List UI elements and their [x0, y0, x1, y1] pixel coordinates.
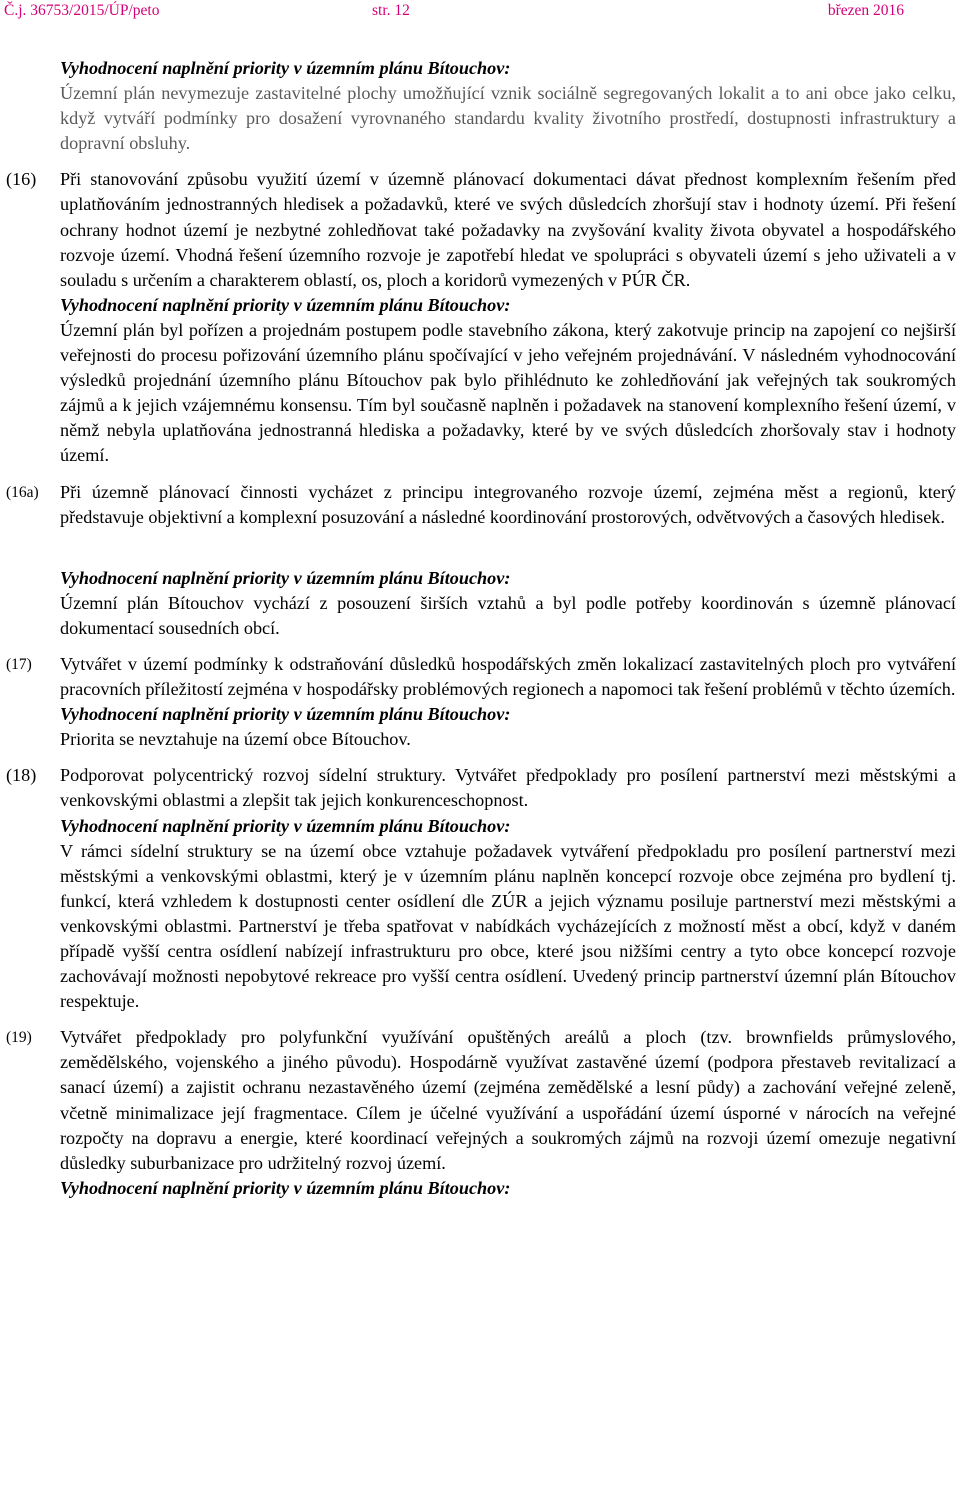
document-reference: Č.j. 36753/2015/ÚP/peto [4, 2, 160, 19]
evaluation-text: Územní plán nevymezuje zastavitelné plochy umožňující vznik sociálně segregovaných lokalit a to ani obce jako celku, když vytváří podmínky pro dosažení vyrovnaného standardu kvality životního prostředí, dostupnosti infrastruktury a dopravní obsluhy. [60, 83, 956, 154]
document-body [0, 56, 960, 1201]
document-date: březen 2016 [827, 2, 904, 19]
page-number: str. 12 [372, 2, 410, 19]
evaluation-text: Územní plán byl pořízen a projednám postupem podle stavebního zákona, který zakotvuje princip na zapojení co nejširší veřejnosti do procesu pořizování územního plánu spočívající v jeho veřejném projednávání. V následném vyhodnocování výsledků projednání územního plánu Bítouchov pak bylo přihlédnuto ke zohledňování jak veřejných tak soukromých zájmů a k jejich vzájemnému konsensu. Tím byl současně naplněn i požadavek na stanovení komplexního řešení území, v němž nebyla uplatňována jednostranná hlediska a požadavky, které by ve svých důsledcích zhoršovaly stav i hodnoty území. [60, 319, 956, 466]
evaluation-text: V rámci sídelní struktury se na území obce vztahuje požadavek vytváření předpokladu pro posílení partnerství mezi městskými a venkovskými oblastmi, který je v územním plánu naplněn koncepcí rozvoje obce zejména pro bydlení tj. funkcí, která vzhledem k dostupnosti center osídlení dle ZÚR a jejich významu posiluje partnerství mezi městskými a venkovskými oblastmi. Partnerství je třeba spatřovat v nabídkách vycházejících z možností měst a obcí, když v daném případě vyšší centra osídlení nabízejí infrastrukturu pro obce, které jsou nižšími centry a tyto obce koncepcí rozvoje zachovávají možnosti nepobytové rekreace pro vyšší centra osídlení. Uvedený princip partnerství územní plán Bítouchov respektuje. [60, 840, 956, 1012]
evaluation-text: Priorita se nevztahuje na území obce Bítouchov. [60, 729, 411, 750]
priority-17 [0, 652, 960, 752]
priority-text: Při stanovování způsobu využití území v územně plánovací dokumentaci dávat přednost komplexním řešením před uplatňováním jednostranných hledisek a požadavků, které ve svých důsledcích zhoršují stav i hodnoty území. Při řešení ochrany hodnot území je nezbytné zohledňovat také požadavky na zvyšování kvality života obyvatel a hospodářského rozvoje území. Vhodná řešení územního rozvoje je zapotřebí hledat ve spolupráci s obyvateli území s jeho uživateli a v souladu s určením a charakterem oblastí, os, ploch a koridorů vymezených v PÚR ČR. [60, 169, 956, 290]
page-header [0, 2, 960, 22]
priority-text: Vytvářet v území podmínky k odstraňování důsledků hospodářských změn lokalizací zastavitelných ploch pro vytváření pracovních příležitostí zejména v hospodářsky problémových regionech a napomoci tak řešení problémů v těchto územích. [60, 653, 956, 700]
priority-16a [0, 480, 960, 641]
evaluation-heading: Vyhodnocení naplnění priority v územním plánu Bítouchov: [60, 567, 511, 588]
evaluation-heading: Vyhodnocení naplnění priority v územním plánu Bítouchov: [60, 815, 511, 836]
priority-number: (16) [6, 169, 37, 190]
priority-18 [0, 763, 960, 1014]
priority-number: (16a) [6, 483, 39, 501]
evaluation-heading: Vyhodnocení naplnění priority v územním plánu Bítouchov: [60, 704, 511, 725]
priority-text: Vytvářet předpoklady pro polyfunkční využívání opuštěných areálů a ploch (tzv. brownfields průmyslového, zemědělského, vojenského a jiného původu). Hospodárně využívat zastavěné území (podpora přestaveb revitalizací a sanací území) a zajistit ochranu nezastavěného území (zejména zemědělské a lesní půdy) a zachování veřejné zeleně, včetně minimalizace její fragmentace. Cílem je účelné využívání a uspořádání území úsporné v nárocích na veřejné rozpočty na dopravu a energie, které koordinací veřejných a soukromých zájmů na rozvoji území omezuje negativní důsledky suburbanizace pro udržitelný rozvoj území. [60, 1027, 956, 1173]
evaluation-heading: Vyhodnocení naplnění priority v územním plánu Bítouchov: [60, 58, 511, 78]
priority-number: (19) [6, 1029, 32, 1047]
priority-16 [0, 167, 960, 468]
priority-number: (17) [6, 655, 32, 673]
intro-evaluation [0, 56, 960, 156]
priority-number: (18) [6, 765, 37, 786]
evaluation-heading: Vyhodnocení naplnění priority v územním plánu Bítouchov: [60, 294, 511, 315]
priority-text: Podporovat polycentrický rozvoj sídelní struktury. Vytvářet předpoklady pro posílení partnerství mezi městskými a venkovskými oblastmi a zlepšit tak jejich konkurenceschopnost. [60, 765, 956, 811]
priority-19 [0, 1025, 960, 1201]
evaluation-text: Územní plán Bítouchov vychází z posouzení širších vztahů a byl podle potřeby koordinován s územně plánovací dokumentací sousedních obcí. [60, 592, 956, 638]
evaluation-heading: Vyhodnocení naplnění priority v územním plánu Bítouchov: [60, 1177, 511, 1198]
priority-text: Při územně plánovací činnosti vycházet z principu integrovaného rozvoje území, zejména měst a regionů, který představuje objektivní a komplexní posuzování a následné koordinování prostorových, odvětvových a časových hledisek. [60, 481, 956, 527]
